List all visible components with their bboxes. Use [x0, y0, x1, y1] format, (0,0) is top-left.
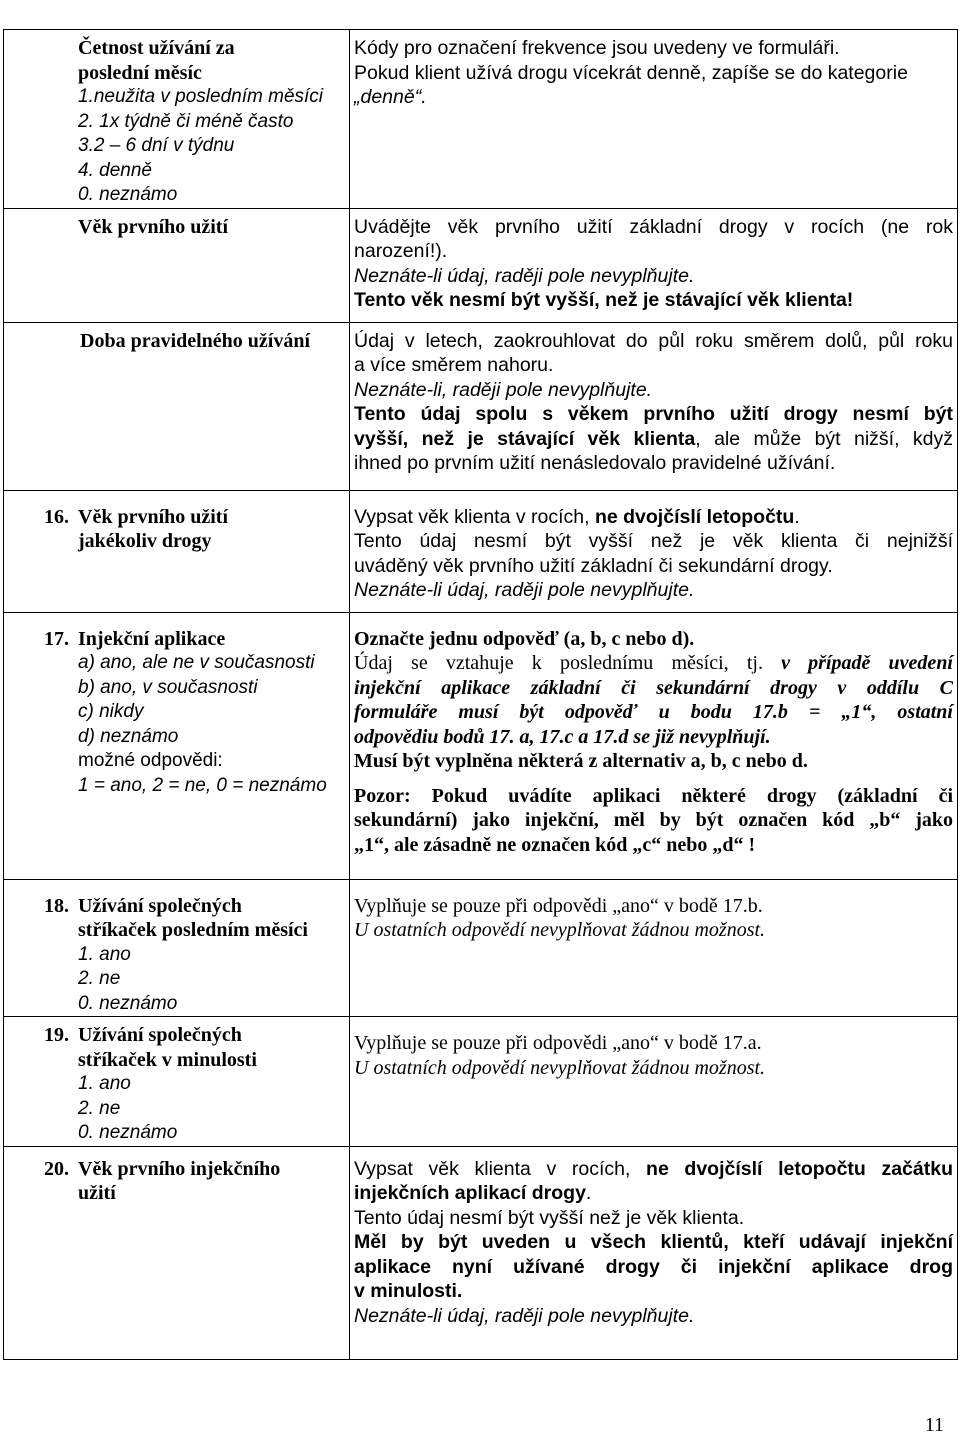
q20-note-1b: ne dvojčíslí letopočtu začátku [646, 1157, 953, 1180]
cell-q20-label [4, 1146, 350, 1359]
q20-note-2 [354, 1181, 953, 1206]
q20-note-3: Tento údaj nesmí být vyšší než je věk klienta. [354, 1206, 745, 1229]
q17-warning-1: Pozor: Pokud uvádíte aplikaci některé drogy (základní či [354, 784, 953, 807]
q17-warning-3: „1“, ale zásadně ne označen kód „c“ nebo „d“ ! [354, 833, 756, 856]
q20-note-5: aplikace nyní užívané drogy či injekční aplikace drog [354, 1255, 953, 1278]
q16-note-2: Tento údaj nesmí být vyšší než je věk klienta či nejnižší [354, 530, 953, 552]
q19-note-1: Vyplňuje se pouze při odpovědi „ano“ v bodě 17.a. [354, 1032, 762, 1054]
regular-duration-note-5a: vyšší, než je stávající věk klienta [354, 427, 696, 450]
cell-frequency-note [350, 30, 958, 209]
q20-note-7: Neznáte-li údaj, raději pole nevyplňujte. [354, 1304, 695, 1327]
page-number: 11 [924, 1414, 944, 1436]
row-regular-duration [4, 322, 958, 490]
frequency-note-2: Pokud klient užívá drogu vícekrát denně, zapíše se do kategorie [354, 61, 908, 84]
frequency-note-1: Kódy pro označení frekvence jsou uvedeny ve formuláři. [354, 37, 840, 59]
q17-warning-2: sekundární) jako injekční, měl by být označen kód „b“ jako [354, 809, 953, 831]
cell-frequency-label [4, 30, 350, 209]
first-use-age-note-4: Tento věk nesmí být vyšší, než je stávající věk klienta! [354, 289, 854, 311]
first-use-age-title: Věk prvního užití [78, 215, 229, 238]
regular-duration-title: Doba pravidelného užívání [80, 329, 311, 352]
q17-note-5: odpovědiu bodů 17. a, 17.c a 17.d se již nevyplňují. [354, 725, 771, 748]
q16-note-1 [354, 505, 953, 530]
row-q18 [4, 879, 958, 1017]
q17-note-3: injekční aplikace základní či sekundární drogy v oddílu C [354, 676, 953, 699]
row-q16 [4, 490, 958, 612]
instructions-table [3, 29, 958, 1360]
cell-q18-label [4, 879, 350, 1017]
q16-title-1: Věk prvního užití [78, 505, 229, 528]
q17-note-2 [354, 651, 953, 676]
first-use-age-note-3: Neznáte-li údaj, raději pole nevyplňujte. [354, 264, 695, 287]
q16-note-3: uváděný věk prvního užití základní či sekundární drogy. [354, 554, 833, 577]
q20-note-1 [354, 1157, 953, 1182]
q18-note-1: Vyplňuje se pouze při odpovědi „ano“ v bodě 17.b. [354, 894, 763, 917]
cell-first-use-age-label [4, 208, 350, 322]
cell-q17-note [350, 612, 958, 879]
q17-note-2b: v případě uvedení [781, 652, 953, 674]
regular-duration-note-2: a více směrem nahoru. [354, 354, 554, 376]
q19-option-0: 0. neznámo [78, 1122, 178, 1143]
q18-option-0: 0. neznámo [78, 992, 178, 1014]
cell-regular-duration-note [350, 322, 958, 490]
frequency-option-0: 0. neznámo [78, 184, 178, 205]
regular-duration-note-6: ihned po prvním užití nenásledovalo pravidelné užívání. [354, 452, 836, 474]
cell-q18-note [350, 879, 958, 1017]
q17-number: 17. [44, 627, 69, 650]
q17-note-4: formuláře musí být odpověď u bodu 17.b = „1“, ostatní [354, 701, 953, 723]
q17-possible-answers: možné odpovědi: [78, 750, 223, 771]
frequency-note-3: „denně“. [354, 86, 427, 108]
q18-option-1: 1. ano [78, 943, 131, 965]
row-frequency [4, 30, 958, 209]
frequency-option-4: 4. denně [78, 159, 152, 181]
q17-option-c: c) nikdy [78, 701, 144, 722]
cell-first-use-age-note [350, 208, 958, 322]
frequency-option-1: 1.neužita v posledním měsíci [78, 86, 324, 107]
q19-number: 19. [44, 1024, 69, 1046]
q18-note-2: U ostatních odpovědí nevyplňovat žádnou možnost. [354, 919, 766, 941]
q17-answer-codes: 1 = ano, 2 = ne, 0 = neznámo [78, 774, 327, 796]
cell-q17-label [4, 612, 350, 879]
row-first-use-age [4, 208, 958, 322]
q19-option-2: 2. ne [78, 1097, 121, 1119]
row-q17 [4, 612, 958, 879]
q17-note-1: Označte jednu odpověď (a, b, c nebo d). [354, 627, 695, 650]
frequency-title-1: Četnost užívání za [78, 37, 235, 59]
q20-note-1a: Vypsat věk klienta v rocích, [354, 1157, 647, 1180]
first-use-age-note-1: Uvádějte věk prvního užití základní drogy v rocích (ne rok [354, 215, 953, 238]
row-q20 [4, 1146, 958, 1359]
q17-note-6: Musí být vyplněna některá z alternativ a, b, c nebo d. [354, 750, 808, 772]
q19-title-1: Užívání společných [78, 1024, 242, 1046]
q20-note-4: Měl by být uveden u všech klientů, kteří udávají injekční [354, 1231, 953, 1253]
cell-q19-note [350, 1017, 958, 1147]
regular-duration-note-4: Tento údaj spolu s věkem prvního užití drogy nesmí být [354, 403, 953, 425]
q17-title: Injekční aplikace [78, 627, 226, 650]
q18-number: 18. [44, 894, 69, 917]
q17-option-b: b) ano, v současnosti [78, 676, 258, 698]
frequency-option-2: 2. 1x týdně či méně často [78, 110, 294, 132]
q18-title-2: stříkaček posledním měsíci [78, 919, 308, 941]
frequency-title-2: poslední měsíc [78, 61, 202, 84]
regular-duration-note-3: Neznáte-li, raději pole nevyplňujte. [354, 378, 653, 401]
q20-note-2-dot: . [585, 1182, 592, 1204]
regular-duration-note-5 [354, 427, 953, 452]
regular-duration-note-5b: , ale může být nižší, když [695, 427, 953, 450]
q16-number: 16. [44, 505, 69, 528]
q16-title-2: jakékoliv drogy [78, 530, 212, 552]
q20-number: 20. [44, 1157, 69, 1180]
cell-q16-note [350, 490, 958, 612]
regular-duration-note-1: Údaj v letech, zaokrouhlovat do půl roku směrem dolů, půl roku [354, 329, 953, 352]
q20-note-6: v minulosti. [354, 1280, 463, 1302]
cell-regular-duration-label [4, 322, 350, 490]
q19-option-1: 1. ano [78, 1073, 131, 1094]
q18-option-2: 2. ne [78, 968, 121, 989]
frequency-option-3: 3.2 – 6 dní v týdnu [78, 135, 235, 156]
q17-option-d: d) neznámo [78, 725, 179, 747]
cell-q16-label [4, 490, 350, 612]
q20-title-1: Věk prvního injekčního [78, 1157, 281, 1180]
q20-note-2-text: injekčních aplikací drogy [354, 1182, 586, 1204]
q19-note-2: U ostatních odpovědí nevyplňovat žádnou možnost. [354, 1056, 766, 1079]
q16-note-4: Neznáte-li údaj, raději pole nevyplňujte. [354, 579, 695, 601]
q16-note-1b: ne dvojčíslí letopočtu [594, 505, 795, 528]
cell-q20-note [350, 1146, 958, 1359]
q17-option-a: a) ano, ale ne v současnosti [78, 652, 315, 673]
q17-note-2a: Údaj se vztahuje k poslednímu měsíci, tj. [354, 652, 782, 674]
cell-q19-label [4, 1017, 350, 1147]
q18-title-1: Užívání společných [78, 894, 242, 917]
q16-note-1c: . [794, 505, 800, 528]
first-use-age-note-2: narození!). [354, 240, 448, 262]
row-q19 [4, 1017, 958, 1147]
q19-title-2: stříkaček v minulosti [78, 1048, 257, 1071]
q20-title-2: užití [78, 1182, 116, 1204]
q16-note-1a: Vypsat věk klienta v rocích, [354, 505, 595, 528]
